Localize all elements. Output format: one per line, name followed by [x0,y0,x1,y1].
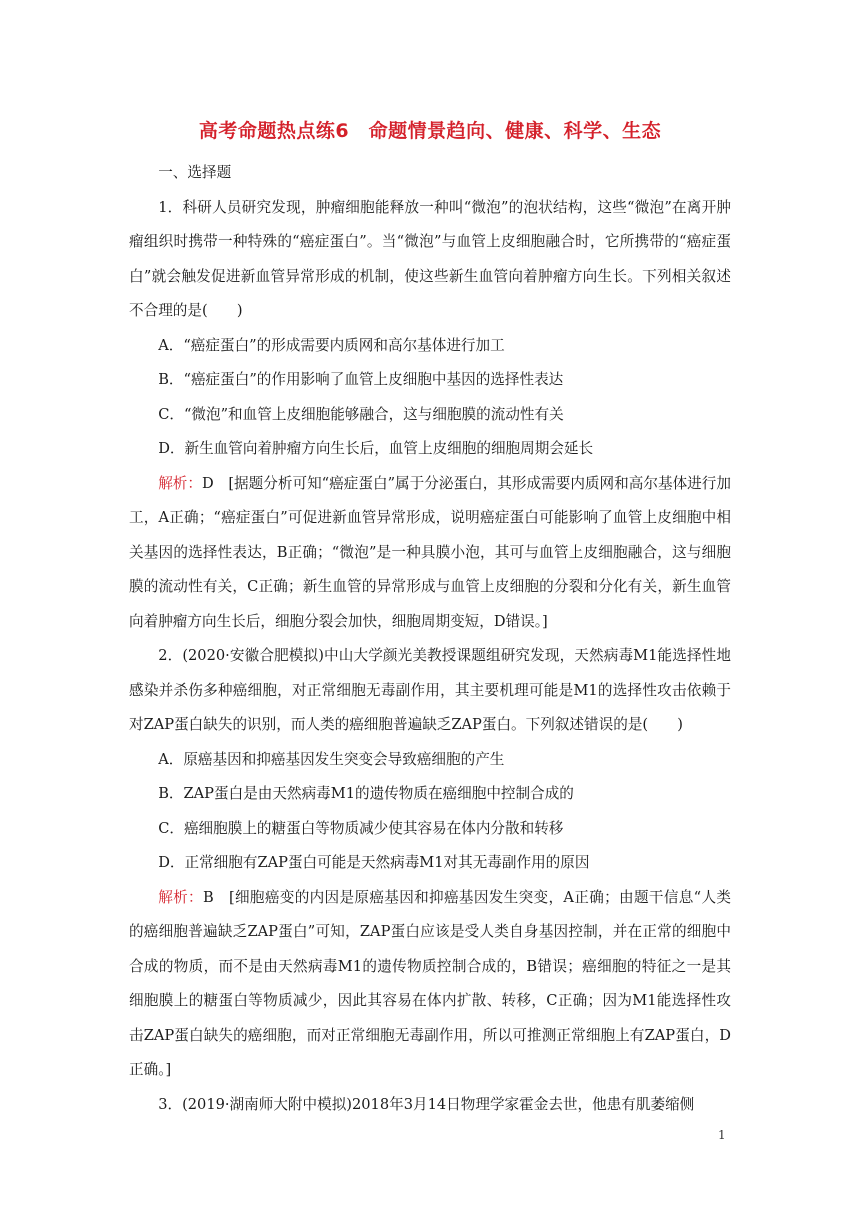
question-2-option-c: C．癌细胞膜上的糖蛋白等物质减少使其容易在体内分散和转移 [158,819,564,837]
question-2-analysis [129,881,731,1088]
page-number: 1 [718,1128,726,1142]
question-1-option-b: B．“癌症蛋白”的作用影响了血管上皮细胞中基因的选择性表达 [158,371,564,388]
question-1-stem: 1．科研人员研究发现，肿瘤细胞能释放一种叫“微泡”的泡状结构，这些“微泡”在离开肿瘤组织时携带一种特殊的“癌症蛋白”。当“微泡”与血管上皮细胞融合时，它所携带的“癌症蛋白”就会触发促进新血管异常形成的机制，使这些新生血管向着肿瘤方向生长。下列相关叙述不合理的是( ) [129,198,731,319]
question-2-option-b: B．ZAP蛋白是由天然病毒M1的遗传物质在癌细胞中控制合成的 [158,785,574,802]
analysis-label: 解析： [158,474,203,492]
question-1-option-c: C．“微泡”和血管上皮细胞能够融合，这与细胞膜的流动性有关 [158,405,564,423]
question-3-stem: 3．(2019·湖南师大附中模拟)2018年3月14日物理学家霍金去世，他患有肌萎缩侧 [158,1095,695,1113]
question-1-analysis [129,467,731,640]
analysis-text: B [细胞癌变的内因是原癌基因和抑癌基因发生突变，A正确；由题干信息“人类的癌细胞普遍缺乏ZAP蛋白”可知，ZAP蛋白应该是受人类自身基因控制，并在正常的细胞中合成的物质，而不是由天然病毒M1的遗传物质控制合成的，B错误；癌细胞的特征之一是其细胞膜上的糖蛋白等物质减少，因此其容易在体内扩散、转移，C正确；因为M1能选择性攻击ZAP蛋白缺失的癌细胞，而对正常细胞无毒副作用，所以可推测正常细胞上有ZAP蛋白，D正确。] [129,888,731,1078]
question-1-option-a: A．“癌症蛋白”的形成需要内质网和高尔基体进行加工 [158,336,505,354]
analysis-text: D [据题分析可知“癌症蛋白”属于分泌蛋白，其形成需要内质网和高尔基体进行加工，A正确；“癌症蛋白”可促进新血管异常形成，说明癌症蛋白可能影响了血管上皮细胞中相关基因的选择性表达，B正确；“微泡”是一种具膜小泡，其可与血管上皮细胞融合，这与细胞膜的流动性有关，C正确；新生血管的异常形成与血管上皮细胞的分裂和分化有关，新生血管向着肿瘤方向生长后，细胞分裂会加快，细胞周期变短，D错误。] [129,474,731,630]
document-body [129,156,731,1122]
question-2-option-d: D．正常细胞有ZAP蛋白可能是天然病毒M1对其无毒副作用的原因 [158,854,590,871]
question-1-option-d: D．新生血管向着肿瘤方向生长后，血管上皮细胞的细胞周期会延长 [158,440,594,457]
page-title: 高考命题热点练6 命题情景趋向、健康、科学、生态 [198,120,662,142]
question-2-stem: 2．(2020·安徽合肥模拟)中山大学颜光美教授课题组研究发现，天然病毒M1能选择性地感染并杀伤多种癌细胞，对正常细胞无毒副作用，其主要机理可能是M1的选择性攻击依赖于对ZAP蛋白缺失的识别，而人类的癌细胞普遍缺乏ZAP蛋白。下列叙述错误的是( ) [129,647,731,733]
analysis-label: 解析： [158,888,203,906]
section-heading: 一、选择题 [158,164,232,181]
question-2-option-a: A．原癌基因和抑癌基因发生突变会导致癌细胞的产生 [158,750,505,768]
